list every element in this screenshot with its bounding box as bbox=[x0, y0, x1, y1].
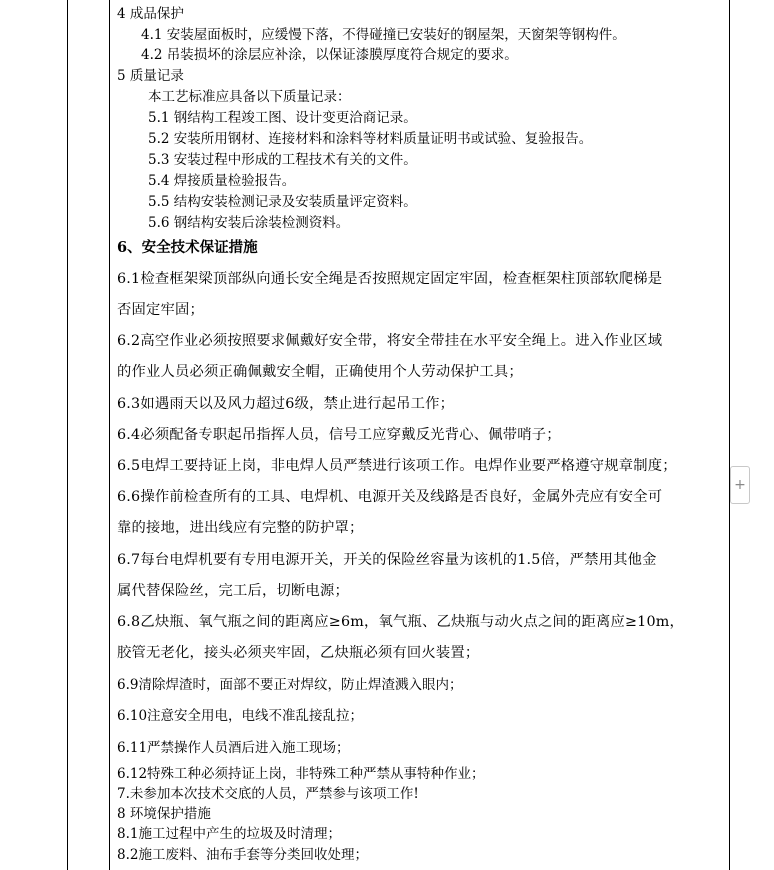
text-line: 4.1 安装屋面板时，应缓慢下落，不得碰撞已安装好的钢屋架，天窗架等钢构件。 bbox=[141, 27, 626, 43]
plus-icon: + bbox=[734, 477, 746, 493]
text-line: 6.11严禁操作人员酒后进入施工现场； bbox=[117, 740, 350, 756]
text-line: 6.10注意安全用电，电线不准乱接乱拉； bbox=[117, 708, 364, 724]
text-line: 6.6操作前检查所有的工具、电焊机、电源开关及线路是否良好，金属外壳应有安全可 bbox=[117, 489, 663, 505]
text-line: 5.5 结构安装检测记录及安装质量评定资料。 bbox=[148, 194, 417, 210]
text-line: 6.2高空作业必须按照要求佩戴好安全带，将安全带挂在水平安全绳上。进入作业区域 bbox=[117, 333, 663, 349]
text-line: 的作业人员必须正确佩戴安全帽，正确使用个人劳动保护工具； bbox=[117, 364, 523, 380]
table-border-inner bbox=[109, 0, 110, 870]
expand-plus-button[interactable] bbox=[730, 466, 750, 504]
text-line: 6.12特殊工种必须持证上岗，非特殊工种严禁从事特种作业； bbox=[117, 766, 485, 782]
text-line: 属代替保险丝，完工后，切断电源； bbox=[117, 583, 349, 599]
text-line: 4.2 吊装损坏的涂层应补涂，以保证漆膜厚度符合规定的要求。 bbox=[141, 47, 518, 63]
text-line: 6.4必须配备专职起吊指挥人员，信号工应穿戴反光背心、佩带哨子； bbox=[117, 427, 561, 443]
text-line: 6.7每台电焊机要有专用电源开关，开关的保险丝容量为该机的1.5倍，严禁用其他金 bbox=[117, 552, 657, 568]
text-line: 7.未参加本次技术交底的人员，严禁参与该项工作! bbox=[117, 786, 419, 802]
text-line: 6.1检查框架梁顶部纵向通长安全绳是否按照规定固定牢固，检查框架柱顶部软爬梯是 bbox=[117, 271, 663, 287]
text-line: 6.5电焊工要持证上岗，非电焊人员严禁进行该项工作。电焊作业要严格遵守规章制度； bbox=[117, 458, 677, 474]
text-line: 本工艺标准应具备以下质量记录： bbox=[148, 89, 351, 105]
text-line: 8.2施工废料、油布手套等分类回收处理； bbox=[117, 847, 368, 863]
text-line: 5.6 钢结构安装后涂装检测资料。 bbox=[148, 215, 350, 231]
text-line: 6、安全技术保证措施 bbox=[117, 239, 258, 256]
table-border-left bbox=[67, 0, 68, 870]
text-line: 5.3 安装过程中形成的工程技术有关的文件。 bbox=[148, 152, 417, 168]
text-line: 靠的接地，进出线应有完整的防护罩； bbox=[117, 520, 364, 536]
text-line: 胶管无老化，接头必须夹牢固，乙炔瓶必须有回火装置； bbox=[117, 645, 480, 661]
table-border-right bbox=[729, 0, 730, 870]
text-line: 5 质量记录 bbox=[117, 68, 184, 84]
text-line: 6.9清除焊渣时，面部不要正对焊纹，防止焊渣溅入眼内； bbox=[117, 677, 463, 693]
text-line: 5.4 焊接质量检验报告。 bbox=[148, 173, 296, 189]
text-line: 6.8乙炔瓶、氧气瓶之间的距离应≥6m，氧气瓶、乙炔瓶与动火点之间的距离应≥10m， bbox=[117, 614, 684, 630]
text-line: 8 环境保护措施 bbox=[117, 806, 211, 822]
text-line: 8.1施工过程中产生的垃圾及时清理； bbox=[117, 826, 341, 842]
text-line: 5.2 安装所用钢材、连接材料和涂料等材料质量证明书或试验、复验报告。 bbox=[148, 131, 593, 147]
text-line: 否固定牢固； bbox=[117, 302, 204, 318]
text-line: 4 成品保护 bbox=[117, 6, 184, 22]
text-line: 5.1 钢结构工程竣工图、设计变更洽商记录。 bbox=[148, 110, 417, 126]
text-line: 6.3如遇雨天以及风力超过6级，禁止进行起吊工作； bbox=[117, 396, 455, 412]
